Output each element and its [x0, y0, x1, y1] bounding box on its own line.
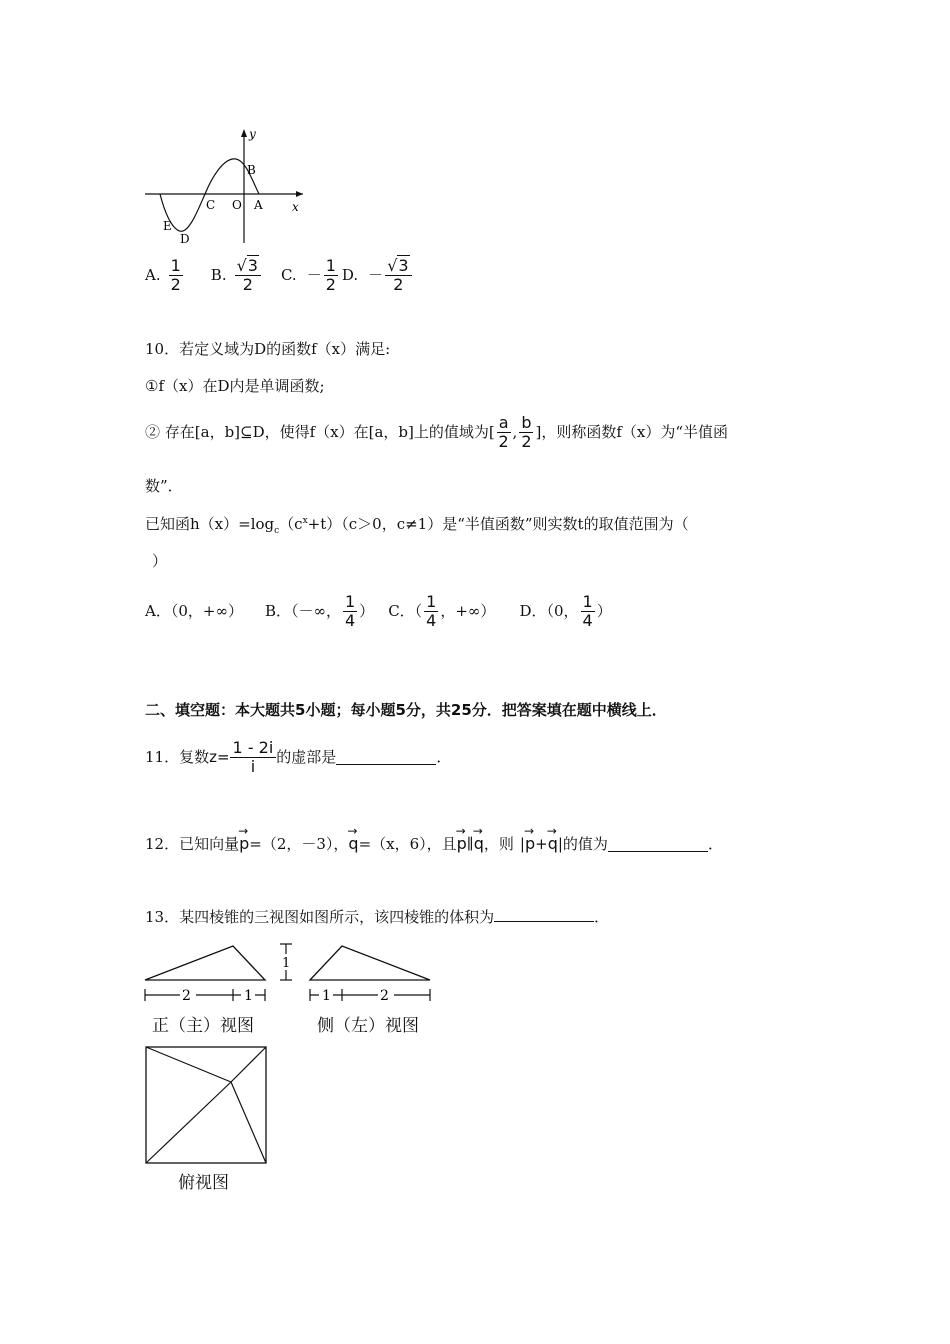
fraction: $\frac{1}{2}$: [170, 255, 181, 294]
q10-known-function: 已知函$h(x)=\log_c(c^x+t)(c>0$，c≠1）是“半值函数”则实数t的取值范围为（: [145, 515, 689, 536]
vector-p: → p: [239, 834, 249, 854]
q11: 11．复数 z= $\frac{1 - 2i}{i}$ 的虚部是 ．: [145, 737, 452, 776]
q10-paren-close: ）: [152, 552, 168, 570]
fraction: $\frac{√3}{2}$: [385, 257, 411, 294]
answer-blank[interactable]: [336, 750, 436, 765]
side-view-caption: 侧（左）视图: [317, 1016, 419, 1036]
q9-option-b[interactable]: B. $\frac{√3}{2}$: [211, 257, 263, 294]
q10-option-c[interactable]: C．（ $\frac{1}{4}$ ，+∞）: [388, 591, 496, 630]
q10-option-a[interactable]: A．（0，+∞）: [145, 602, 243, 620]
fraction: $\frac{1 - 2i}{i}$: [230, 739, 277, 776]
vector-p: → p: [457, 834, 467, 854]
q9-option-a[interactable]: A. $\frac{1}{2}$: [145, 255, 181, 294]
q10-condition-2: ② 存在[a，b]⊆D，使得f（x）在[a，b]上的值域为[ $\frac{a}{2}$ , $\frac{b}{2}$ ]，则称函数f（x）为“半值函: [145, 412, 729, 451]
dim-label: 1: [244, 988, 253, 1004]
q10-condition-2-tail: 数”．: [145, 477, 183, 495]
vector-q: → q: [474, 834, 484, 854]
side-view: [305, 940, 440, 1005]
dim-label: 1: [282, 956, 291, 971]
q9-option-c[interactable]: C. － $\frac{1}{2}$: [280, 255, 336, 294]
q10-condition-1: ①f（x）在D内是单调函数;: [145, 377, 325, 395]
sine-graph: [140, 125, 310, 250]
point-a-label: A: [254, 198, 263, 212]
axis-x-label: x: [292, 200, 299, 214]
front-view: [140, 940, 290, 1005]
point-o-label: O: [232, 198, 242, 212]
vector-p: → p: [525, 834, 535, 854]
top-view: [140, 1042, 275, 1167]
height-marker: [276, 942, 296, 984]
front-view-caption: 正（主）视图: [152, 1016, 254, 1036]
abs-bar: |: [557, 835, 563, 853]
point-c-label: C: [206, 198, 216, 212]
dim-label: 2: [380, 988, 389, 1004]
section-heading: 二、填空题：本大题共5小题；每小题5分，共25分．把答案填在题中横线上．: [145, 701, 667, 719]
q12: 12．已知向量 → p =（2，－3）， → q =（x，6），且 → p ∥ → q ，则 | → p + → q | 的值为 ．: [145, 828, 723, 860]
q10-option-b[interactable]: B．（－∞， $\frac{1}{4}$ ）: [264, 591, 375, 630]
dim-label: 2: [182, 988, 191, 1004]
point-e-label: E: [163, 219, 172, 233]
top-view-caption: 俯视图: [178, 1173, 229, 1193]
answer-blank[interactable]: [608, 837, 708, 852]
q10-option-d[interactable]: D．（0， $\frac{1}{4}$ ）: [519, 591, 612, 630]
q10-options: [145, 590, 612, 632]
fraction: $\frac{a}{2}$: [498, 412, 509, 451]
point-b-label: B: [247, 163, 256, 177]
fraction: $\frac{1}{4}$: [426, 591, 437, 630]
q10-stem: 10．若定义域为D的函数f（x）满足:: [145, 340, 391, 358]
fraction: $\frac{b}{2}$: [521, 412, 532, 451]
vector-q: → q: [548, 834, 558, 854]
dim-label: 1: [322, 988, 331, 1004]
fraction: $\frac{1}{4}$: [582, 591, 593, 630]
abs-bar: |: [519, 835, 525, 853]
q13-stem: 13．某四棱锥的三视图如图所示，该四棱锥的体积为 ．: [145, 908, 610, 926]
axis-y-label: y: [249, 127, 256, 141]
fraction: $\frac{1}{4}$: [344, 591, 356, 630]
vector-q: → q: [348, 834, 358, 854]
answer-blank[interactable]: [494, 907, 594, 922]
point-d-label: D: [180, 232, 190, 246]
q9-options: [145, 252, 414, 298]
q9-option-d[interactable]: D. － $\frac{√3}{2}$: [342, 257, 414, 294]
fraction: $\frac{1}{2}$: [325, 255, 336, 294]
fraction: $\frac{√3}{2}$: [235, 257, 261, 294]
